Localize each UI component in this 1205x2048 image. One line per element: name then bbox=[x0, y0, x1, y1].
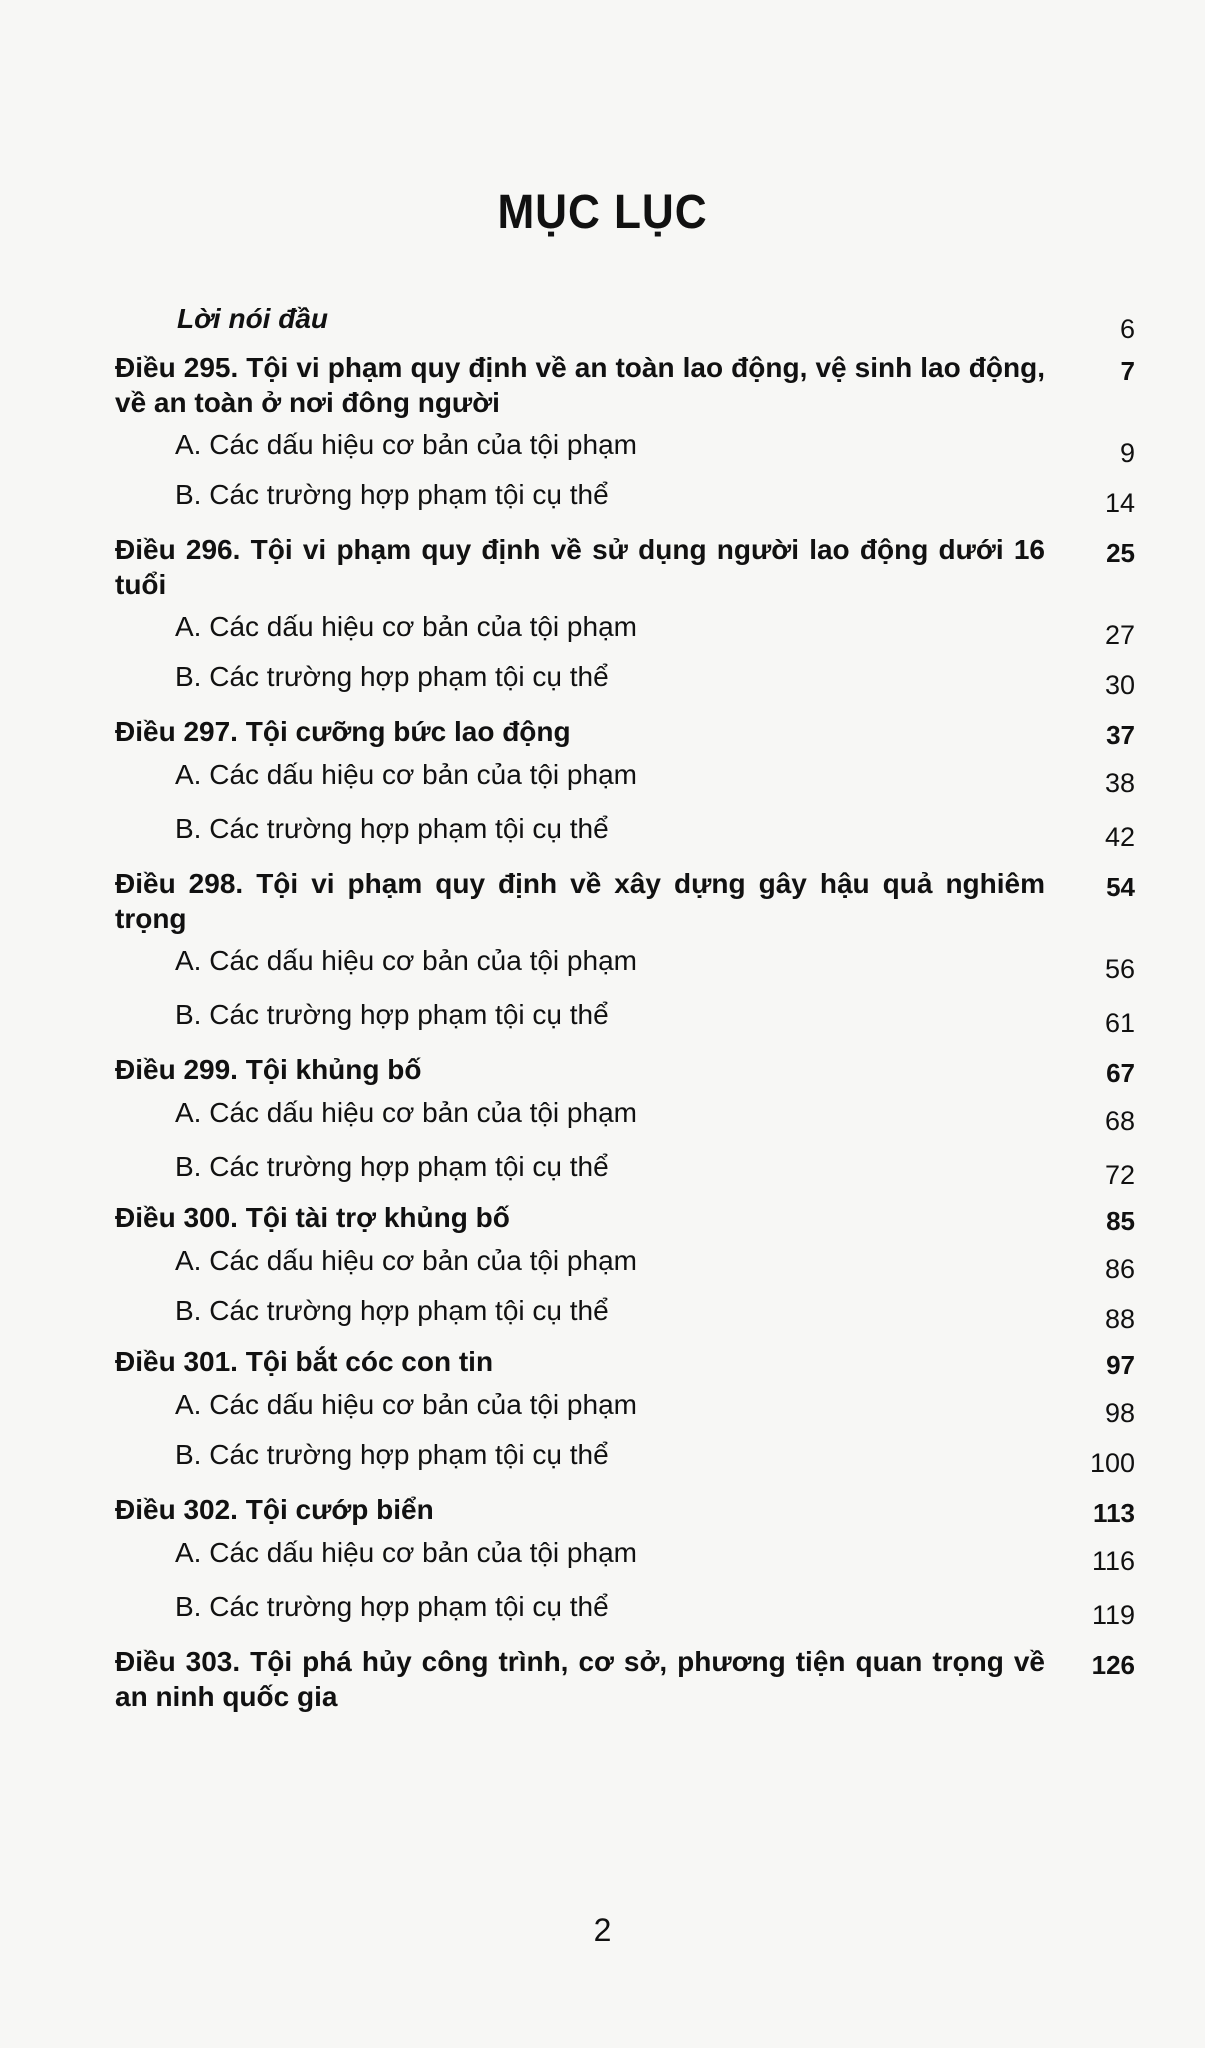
toc-sub-entry bbox=[115, 1294, 1135, 1344]
page-title: MỤC LỤC bbox=[497, 186, 708, 239]
toc-page-number: 72 bbox=[1104, 1160, 1135, 1190]
toc-page-number: 119 bbox=[1091, 1600, 1135, 1630]
toc-sub-label: A. Các dấu hiệu cơ bản của tội phạm bbox=[175, 1537, 637, 1568]
toc-article-label: Điều 296. Tội vi phạm quy định về sử dụng người lao động dưới 16 tuổi bbox=[115, 534, 1045, 600]
toc-article-label: Điều 295. Tội vi phạm quy định về an toàn lao động, vệ sinh lao động, về an toàn ở nơi đông người bbox=[115, 352, 1045, 418]
toc-page-number: 56 bbox=[1104, 954, 1135, 984]
toc-sub-label: A. Các dấu hiệu cơ bản của tội phạm bbox=[175, 1245, 637, 1276]
toc-article-entry bbox=[115, 714, 1135, 758]
toc-article-entry bbox=[115, 1492, 1135, 1536]
toc-page-number: 27 bbox=[1104, 620, 1135, 650]
toc-page-number: 25 bbox=[1106, 538, 1135, 568]
toc-page-number: 86 bbox=[1104, 1254, 1135, 1284]
toc-sub-entry bbox=[115, 428, 1135, 478]
toc-sub-label: B. Các trường hợp phạm tội cụ thể bbox=[175, 813, 609, 844]
toc-article-entry bbox=[115, 1644, 1135, 1722]
toc-sub-entry bbox=[115, 758, 1135, 812]
toc-sub-entry bbox=[115, 610, 1135, 660]
toc-page-number: 9 bbox=[1119, 438, 1135, 468]
toc-sub-entry bbox=[115, 1150, 1135, 1200]
toc-article-label: Điều 303. Tội phá hủy công trình, cơ sở, phương tiện quan trọng về an ninh quốc gia bbox=[115, 1646, 1045, 1712]
toc-sub-label: B. Các trường hợp phạm tội cụ thể bbox=[175, 999, 609, 1030]
toc-page-number: 61 bbox=[1104, 1008, 1135, 1038]
toc-sub-label: B. Các trường hợp phạm tội cụ thể bbox=[175, 1591, 609, 1622]
toc-article-entry bbox=[115, 866, 1135, 944]
toc-page-number: 14 bbox=[1104, 488, 1135, 518]
toc-article-entry bbox=[115, 1052, 1135, 1096]
toc-sub-label: B. Các trường hợp phạm tội cụ thể bbox=[175, 1439, 609, 1470]
toc-sub-label: A. Các dấu hiệu cơ bản của tội phạm bbox=[175, 945, 637, 976]
toc-sub-label: A. Các dấu hiệu cơ bản của tội phạm bbox=[175, 1389, 637, 1420]
toc-sub-entry bbox=[115, 1096, 1135, 1150]
toc-sub-entry bbox=[115, 660, 1135, 714]
table-of-contents bbox=[115, 300, 1135, 1722]
toc-sub-entry bbox=[115, 812, 1135, 866]
toc-sub-entry bbox=[115, 1438, 1135, 1492]
toc-article-label: Điều 301. Tội bắt cóc con tin bbox=[115, 1346, 494, 1377]
toc-sub-label: A. Các dấu hiệu cơ bản của tội phạm bbox=[175, 759, 637, 790]
toc-sub-label: B. Các trường hợp phạm tội cụ thể bbox=[175, 1151, 609, 1182]
toc-sub-label: A. Các dấu hiệu cơ bản của tội phạm bbox=[175, 611, 637, 642]
toc-page-number: 126 bbox=[1091, 1650, 1135, 1680]
toc-article-entry bbox=[115, 1200, 1135, 1244]
toc-intro-entry bbox=[115, 300, 1135, 350]
toc-page-number: 37 bbox=[1106, 720, 1135, 750]
page-footer-number: 2 bbox=[593, 1912, 612, 1948]
toc-page-number: 54 bbox=[1106, 872, 1135, 902]
toc-page-number: 113 bbox=[1093, 1498, 1135, 1528]
toc-article-entry bbox=[115, 1344, 1135, 1388]
toc-page-number: 85 bbox=[1106, 1206, 1135, 1236]
toc-article-entry bbox=[115, 532, 1135, 610]
toc-sub-entry bbox=[115, 998, 1135, 1052]
toc-sub-label: B. Các trường hợp phạm tội cụ thể bbox=[175, 479, 609, 510]
toc-article-label: Điều 299. Tội khủng bố bbox=[115, 1054, 422, 1085]
toc-page-number: 67 bbox=[1106, 1058, 1135, 1088]
toc-sub-label: A. Các dấu hiệu cơ bản của tội phạm bbox=[175, 1097, 637, 1128]
toc-page-number: 98 bbox=[1104, 1398, 1135, 1428]
toc-entry-label: Lời nói đầu bbox=[177, 303, 329, 334]
toc-sub-entry bbox=[115, 1590, 1135, 1644]
toc-page-number: 68 bbox=[1104, 1106, 1135, 1136]
toc-article-label: Điều 300. Tội tài trợ khủng bố bbox=[115, 1202, 510, 1233]
toc-article-label: Điều 302. Tội cướp biển bbox=[115, 1494, 434, 1525]
toc-page-number: 116 bbox=[1091, 1546, 1135, 1576]
toc-sub-entry bbox=[115, 1388, 1135, 1438]
toc-page-number: 38 bbox=[1104, 768, 1135, 798]
toc-sub-label: B. Các trường hợp phạm tội cụ thể bbox=[175, 661, 609, 692]
toc-article-entry bbox=[115, 350, 1135, 428]
toc-sub-label: A. Các dấu hiệu cơ bản của tội phạm bbox=[175, 429, 637, 460]
toc-sub-entry bbox=[115, 1244, 1135, 1294]
toc-sub-entry bbox=[115, 944, 1135, 998]
toc-page-number: 88 bbox=[1104, 1304, 1135, 1334]
toc-page-number: 30 bbox=[1104, 670, 1135, 700]
toc-page-number: 6 bbox=[1119, 314, 1135, 344]
toc-page-number: 100 bbox=[1089, 1448, 1135, 1478]
toc-page-number: 7 bbox=[1120, 356, 1135, 386]
toc-sub-entry bbox=[115, 1536, 1135, 1590]
toc-article-label: Điều 298. Tội vi phạm quy định về xây dựng gây hậu quả nghiêm trọng bbox=[115, 868, 1045, 934]
toc-page-number: 42 bbox=[1104, 822, 1135, 852]
toc-page-number: 97 bbox=[1106, 1350, 1135, 1380]
toc-sub-label: B. Các trường hợp phạm tội cụ thể bbox=[175, 1295, 609, 1326]
toc-article-label: Điều 297. Tội cưỡng bức lao động bbox=[115, 716, 571, 747]
toc-sub-entry bbox=[115, 478, 1135, 532]
